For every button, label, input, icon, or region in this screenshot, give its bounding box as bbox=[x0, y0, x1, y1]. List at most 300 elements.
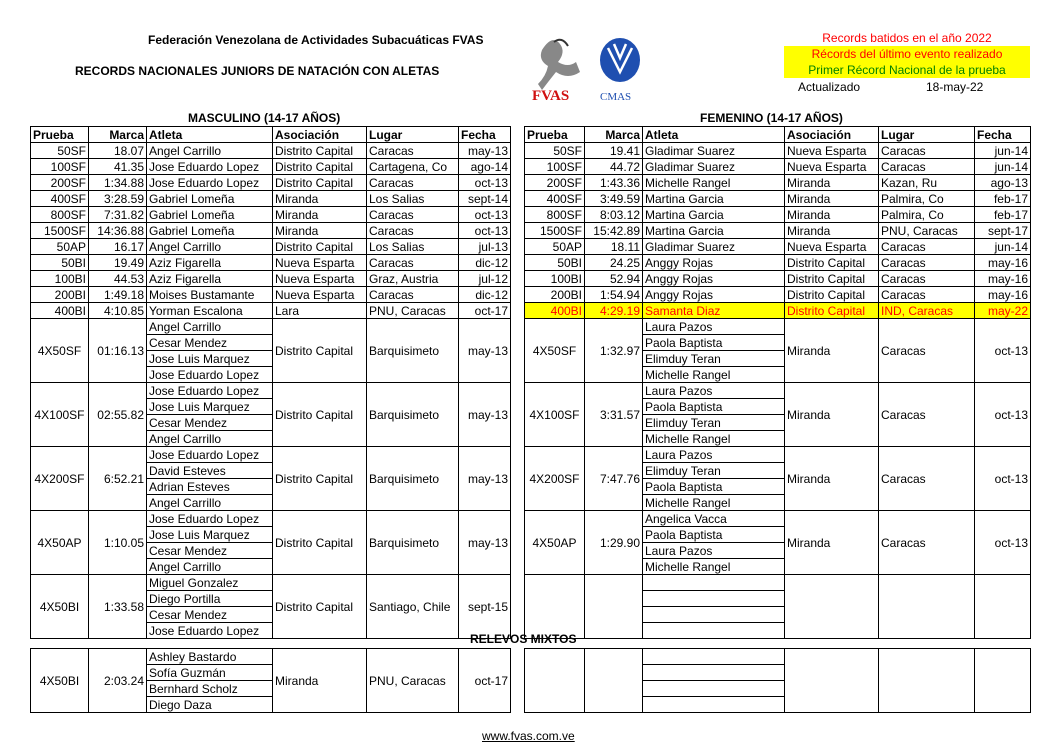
athlete-cell: Moises Bustamante bbox=[147, 287, 273, 303]
time-cell: 6:52.21 bbox=[89, 447, 147, 511]
table-row bbox=[31, 271, 511, 287]
legend-first-record: Primer Récord Nacional de la prueba bbox=[784, 62, 1030, 78]
federation-title: Federación Venezolana de Actividades Subacuáticas FVAS bbox=[148, 33, 484, 47]
venue-cell: Caracas bbox=[367, 255, 459, 271]
time-cell: 1:10.05 bbox=[89, 511, 147, 575]
venue-cell: Caracas bbox=[879, 383, 975, 447]
athlete-cell: Gabriel Lomeña bbox=[147, 191, 273, 207]
date-cell: may-16 bbox=[975, 271, 1031, 287]
venue-cell: Barquisimeto bbox=[367, 383, 459, 447]
relay-row bbox=[31, 511, 511, 527]
event-cell: 200SF bbox=[525, 175, 585, 191]
athlete-cell: Adrian Esteves bbox=[147, 479, 273, 495]
date-cell: may-22 bbox=[975, 303, 1031, 319]
event-cell: 400SF bbox=[31, 191, 89, 207]
association-cell: Nueva Esparta bbox=[785, 143, 879, 159]
association-cell: Distrito Capital bbox=[273, 319, 367, 383]
event-cell: 50SF bbox=[525, 143, 585, 159]
time-cell: 1:32.97 bbox=[585, 319, 643, 383]
venue-cell: Caracas bbox=[879, 255, 975, 271]
event-cell: 4X50SF bbox=[31, 319, 89, 383]
event-cell: 4X50SF bbox=[525, 319, 585, 383]
date-cell: oct-13 bbox=[975, 319, 1031, 383]
athlete-cell: Paola Baptista bbox=[643, 527, 785, 543]
athlete-cell bbox=[643, 607, 785, 623]
athlete-cell: Jose Eduardo Lopez bbox=[147, 511, 273, 527]
venue-cell: Palmira, Co bbox=[879, 207, 975, 223]
venue-cell: Los Salias bbox=[367, 239, 459, 255]
time-cell bbox=[585, 575, 643, 639]
relay-row bbox=[31, 575, 511, 591]
table-row bbox=[525, 207, 1031, 223]
venue-cell: Los Salias bbox=[367, 191, 459, 207]
table-row bbox=[525, 271, 1031, 287]
association-cell: Distrito Capital bbox=[273, 447, 367, 511]
updated-date: 18-may-22 bbox=[926, 80, 984, 94]
date-cell: may-16 bbox=[975, 255, 1031, 271]
event-cell: 4X100SF bbox=[31, 383, 89, 447]
athlete-cell: Aziz Figarella bbox=[147, 271, 273, 287]
event-cell: 50BI bbox=[31, 255, 89, 271]
time-cell: 24.25 bbox=[585, 255, 643, 271]
footer-link[interactable]: www.fvas.com.ve bbox=[482, 729, 575, 743]
athlete-cell: Martina Garcia bbox=[643, 223, 785, 239]
time-cell: 3:31.57 bbox=[585, 383, 643, 447]
time-cell: 1:33.58 bbox=[89, 575, 147, 639]
table-row bbox=[525, 255, 1031, 271]
athlete-cell: Michelle Rangel bbox=[643, 175, 785, 191]
association-cell: Miranda bbox=[273, 649, 367, 713]
event-cell: 100BI bbox=[31, 271, 89, 287]
athlete-cell: Ashley Bastardo bbox=[147, 649, 273, 665]
association-cell: Nueva Esparta bbox=[785, 239, 879, 255]
athlete-cell: Martina Garcia bbox=[643, 207, 785, 223]
col-asociacion: Asociación bbox=[785, 127, 879, 143]
date-cell: jun-14 bbox=[975, 239, 1031, 255]
venue-cell: Caracas bbox=[367, 223, 459, 239]
col-asociacion: Asociación bbox=[273, 127, 367, 143]
col-atleta: Atleta bbox=[147, 127, 273, 143]
table-row bbox=[31, 159, 511, 175]
date-cell: jul-12 bbox=[459, 271, 511, 287]
relay-row bbox=[525, 447, 1031, 463]
athlete-cell: Gabriel Lomeña bbox=[147, 223, 273, 239]
athlete-cell: Miguel Gonzalez bbox=[147, 575, 273, 591]
event-cell: 400BI bbox=[525, 303, 585, 319]
date-cell: oct-17 bbox=[459, 303, 511, 319]
event-cell: 4X50BI bbox=[31, 575, 89, 639]
time-cell: 01:16.13 bbox=[89, 319, 147, 383]
date-cell: dic-12 bbox=[459, 255, 511, 271]
table-row bbox=[31, 191, 511, 207]
athlete-cell: Angel Carrillo bbox=[147, 143, 273, 159]
venue-cell: Caracas bbox=[879, 271, 975, 287]
col-prueba: Prueba bbox=[525, 127, 585, 143]
time-cell: 14:36.88 bbox=[89, 223, 147, 239]
time-cell: 18.07 bbox=[89, 143, 147, 159]
venue-cell: Barquisimeto bbox=[367, 511, 459, 575]
athlete-cell: Aziz Figarella bbox=[147, 255, 273, 271]
event-cell: 400SF bbox=[525, 191, 585, 207]
table-row bbox=[525, 143, 1031, 159]
date-cell: may-13 bbox=[459, 143, 511, 159]
fvas-logo-text: FVAS bbox=[532, 88, 570, 102]
athlete-cell bbox=[643, 623, 785, 639]
athlete-cell bbox=[643, 697, 785, 713]
association-cell bbox=[785, 575, 879, 639]
relay-row bbox=[31, 447, 511, 463]
athlete-cell: Gladimar Suarez bbox=[643, 159, 785, 175]
male-section-title: MASCULINO (14-17 AÑOS) bbox=[188, 111, 341, 125]
table-row bbox=[31, 223, 511, 239]
table-row bbox=[31, 175, 511, 191]
athlete-cell: Samanta Diaz bbox=[643, 303, 785, 319]
date-cell: sept-17 bbox=[975, 223, 1031, 239]
col-marca: Marca bbox=[585, 127, 643, 143]
date-cell: may-13 bbox=[459, 383, 511, 447]
date-cell: may-13 bbox=[459, 319, 511, 383]
athlete-cell: Angel Carrillo bbox=[147, 239, 273, 255]
cmas-logo-text: CMAS bbox=[600, 91, 632, 102]
association-cell: Miranda bbox=[785, 191, 879, 207]
athlete-cell: Laura Pazos bbox=[643, 319, 785, 335]
col-fecha: Fecha bbox=[975, 127, 1031, 143]
venue-cell: Barquisimeto bbox=[367, 447, 459, 511]
time-cell: 4:29.19 bbox=[585, 303, 643, 319]
female-records-table bbox=[524, 126, 1031, 639]
event-cell: 4X100SF bbox=[525, 383, 585, 447]
association-cell: Distrito Capital bbox=[785, 271, 879, 287]
venue-cell: Caracas bbox=[367, 175, 459, 191]
time-cell: 18.11 bbox=[585, 239, 643, 255]
association-cell: Miranda bbox=[785, 175, 879, 191]
athlete-cell: Diego Portilla bbox=[147, 591, 273, 607]
athlete-cell: Angel Carrillo bbox=[147, 431, 273, 447]
relay-row bbox=[525, 575, 1031, 591]
mixed-relay-table-female bbox=[524, 648, 1031, 713]
table-header-row bbox=[31, 127, 511, 143]
time-cell bbox=[585, 649, 643, 713]
athlete-cell: Anggy Rojas bbox=[643, 255, 785, 271]
athlete-cell: Elimduy Teran bbox=[643, 415, 785, 431]
time-cell: 1:54.94 bbox=[585, 287, 643, 303]
venue-cell: Caracas bbox=[367, 287, 459, 303]
athlete-cell: Paola Baptista bbox=[643, 479, 785, 495]
association-cell: Nueva Esparta bbox=[785, 159, 879, 175]
athlete-cell: Anggy Rojas bbox=[643, 271, 785, 287]
athlete-cell: Michelle Rangel bbox=[643, 559, 785, 575]
date-cell: oct-17 bbox=[459, 649, 511, 713]
relay-row bbox=[525, 319, 1031, 335]
relay-row bbox=[31, 383, 511, 399]
event-cell: 800SF bbox=[525, 207, 585, 223]
athlete-cell: Michelle Rangel bbox=[643, 367, 785, 383]
athlete-cell: Elimduy Teran bbox=[643, 351, 785, 367]
date-cell: oct-13 bbox=[459, 223, 511, 239]
event-cell: 1500SF bbox=[525, 223, 585, 239]
relay-row bbox=[525, 383, 1031, 399]
association-cell: Distrito Capital bbox=[785, 255, 879, 271]
venue-cell: PNU, Caracas bbox=[367, 649, 459, 713]
athlete-cell bbox=[643, 591, 785, 607]
time-cell: 52.94 bbox=[585, 271, 643, 287]
time-cell: 15:42.89 bbox=[585, 223, 643, 239]
mixed-relay-title: RELEVOS MIXTOS bbox=[470, 632, 577, 646]
association-cell: Distrito Capital bbox=[273, 511, 367, 575]
venue-cell: Graz, Austria bbox=[367, 271, 459, 287]
date-cell: oct-13 bbox=[975, 383, 1031, 447]
association-cell: Nueva Esparta bbox=[273, 255, 367, 271]
athlete-cell: Laura Pazos bbox=[643, 383, 785, 399]
athlete-cell: David Esteves bbox=[147, 463, 273, 479]
table-row bbox=[31, 239, 511, 255]
time-cell: 1:43.36 bbox=[585, 175, 643, 191]
relay-row bbox=[525, 511, 1031, 527]
athlete-cell: Martina Garcia bbox=[643, 191, 785, 207]
col-atleta: Atleta bbox=[643, 127, 785, 143]
col-prueba: Prueba bbox=[31, 127, 89, 143]
association-cell: Nueva Esparta bbox=[273, 271, 367, 287]
athlete-cell bbox=[643, 681, 785, 697]
association-cell: Miranda bbox=[785, 223, 879, 239]
association-cell: Lara bbox=[273, 303, 367, 319]
athlete-cell: Gladimar Suarez bbox=[643, 239, 785, 255]
col-marca: Marca bbox=[89, 127, 147, 143]
athlete-cell: Jose Eduardo Lopez bbox=[147, 159, 273, 175]
table-row bbox=[525, 287, 1031, 303]
venue-cell: Caracas bbox=[879, 239, 975, 255]
table-row bbox=[525, 191, 1031, 207]
mixed-relay-table-male bbox=[30, 648, 511, 713]
venue-cell: Caracas bbox=[367, 207, 459, 223]
updated-label: Actualizado bbox=[798, 80, 861, 94]
time-cell: 4:10.85 bbox=[89, 303, 147, 319]
time-cell: 3:28.59 bbox=[89, 191, 147, 207]
athlete-cell: Angel Carrillo bbox=[147, 559, 273, 575]
athlete-cell: Laura Pazos bbox=[643, 543, 785, 559]
event-cell: 800SF bbox=[31, 207, 89, 223]
legend-last-event: Récords del último evento realizado bbox=[784, 46, 1030, 62]
col-lugar: Lugar bbox=[367, 127, 459, 143]
venue-cell: Caracas bbox=[879, 143, 975, 159]
event-cell: 4X50BI bbox=[31, 649, 89, 713]
time-cell: 1:29.90 bbox=[585, 511, 643, 575]
date-cell: oct-13 bbox=[459, 175, 511, 191]
time-cell: 16.17 bbox=[89, 239, 147, 255]
table-row bbox=[525, 223, 1031, 239]
venue-cell: Caracas bbox=[879, 287, 975, 303]
date-cell: feb-17 bbox=[975, 191, 1031, 207]
event-cell bbox=[525, 649, 585, 713]
athlete-cell: Anggy Rojas bbox=[643, 287, 785, 303]
time-cell: 44.53 bbox=[89, 271, 147, 287]
association-cell: Miranda bbox=[785, 511, 879, 575]
athlete-cell: Cesar Mendez bbox=[147, 335, 273, 351]
association-cell: Miranda bbox=[273, 223, 367, 239]
venue-cell: Caracas bbox=[879, 319, 975, 383]
time-cell: 02:55.82 bbox=[89, 383, 147, 447]
date-cell: jul-13 bbox=[459, 239, 511, 255]
venue-cell: Palmira, Co bbox=[879, 191, 975, 207]
time-cell: 19.41 bbox=[585, 143, 643, 159]
venue-cell: Caracas bbox=[879, 511, 975, 575]
relay-row bbox=[31, 649, 511, 665]
event-cell: 100BI bbox=[525, 271, 585, 287]
athlete-cell: Sofía Guzmán bbox=[147, 665, 273, 681]
venue-cell bbox=[879, 649, 975, 713]
venue-cell: PNU, Caracas bbox=[879, 223, 975, 239]
athlete-cell: Angelica Vacca bbox=[643, 511, 785, 527]
association-cell: Nueva Esparta bbox=[273, 287, 367, 303]
athlete-cell: Gladimar Suarez bbox=[643, 143, 785, 159]
male-records-table bbox=[30, 126, 511, 639]
athlete-cell: Jose Eduardo Lopez bbox=[147, 623, 273, 639]
time-cell: 7:47.76 bbox=[585, 447, 643, 511]
athlete-cell: Michelle Rangel bbox=[643, 431, 785, 447]
event-cell: 50AP bbox=[31, 239, 89, 255]
fvas-cmas-logo bbox=[528, 32, 648, 102]
association-cell: Distrito Capital bbox=[273, 143, 367, 159]
date-cell: ago-14 bbox=[459, 159, 511, 175]
date-cell: may-13 bbox=[459, 511, 511, 575]
association-cell: Distrito Capital bbox=[273, 383, 367, 447]
athlete-cell: Jose Eduardo Lopez bbox=[147, 447, 273, 463]
time-cell: 3:49.59 bbox=[585, 191, 643, 207]
legend-records-2022: Records batidos en el año 2022 bbox=[822, 31, 992, 45]
date-cell bbox=[975, 575, 1031, 639]
table-row bbox=[31, 255, 511, 271]
athlete-cell: Diego Daza bbox=[147, 697, 273, 713]
table-row bbox=[31, 287, 511, 303]
athlete-cell: Bernhard Scholz bbox=[147, 681, 273, 697]
relay-row bbox=[31, 319, 511, 335]
venue-cell: Barquisimeto bbox=[367, 319, 459, 383]
athlete-cell: Elimduy Teran bbox=[643, 463, 785, 479]
time-cell: 8:03.12 bbox=[585, 207, 643, 223]
venue-cell: IND, Caracas bbox=[879, 303, 975, 319]
time-cell: 2:03.24 bbox=[89, 649, 147, 713]
association-cell: Distrito Capital bbox=[785, 303, 879, 319]
athlete-cell: Gabriel Lomeña bbox=[147, 207, 273, 223]
association-cell: Miranda bbox=[785, 447, 879, 511]
association-cell: Distrito Capital bbox=[785, 287, 879, 303]
table-row bbox=[31, 207, 511, 223]
logo bbox=[528, 32, 648, 107]
time-cell: 1:34.88 bbox=[89, 175, 147, 191]
athlete-cell: Jose Luis Marquez bbox=[147, 527, 273, 543]
event-cell: 50SF bbox=[31, 143, 89, 159]
association-cell: Miranda bbox=[273, 191, 367, 207]
event-cell: 50AP bbox=[525, 239, 585, 255]
athlete-cell: Cesar Mendez bbox=[147, 543, 273, 559]
association-cell: Miranda bbox=[785, 319, 879, 383]
athlete-cell: Jose Eduardo Lopez bbox=[147, 367, 273, 383]
date-cell: oct-13 bbox=[459, 207, 511, 223]
athlete-cell bbox=[643, 649, 785, 665]
event-cell: 200BI bbox=[525, 287, 585, 303]
venue-cell bbox=[879, 575, 975, 639]
association-cell: Distrito Capital bbox=[273, 239, 367, 255]
athlete-cell: Laura Pazos bbox=[643, 447, 785, 463]
table-row bbox=[525, 239, 1031, 255]
date-cell: ago-13 bbox=[975, 175, 1031, 191]
athlete-cell: Jose Luis Marquez bbox=[147, 351, 273, 367]
association-cell: Miranda bbox=[785, 383, 879, 447]
date-cell: jun-14 bbox=[975, 143, 1031, 159]
event-cell: 4X200SF bbox=[31, 447, 89, 511]
athlete-cell: Cesar Mendez bbox=[147, 415, 273, 431]
time-cell: 44.72 bbox=[585, 159, 643, 175]
venue-cell: PNU, Caracas bbox=[367, 303, 459, 319]
table-row bbox=[525, 303, 1031, 319]
athlete-cell bbox=[643, 575, 785, 591]
association-cell: Distrito Capital bbox=[273, 159, 367, 175]
col-lugar: Lugar bbox=[879, 127, 975, 143]
association-cell: Miranda bbox=[273, 207, 367, 223]
relay-row bbox=[525, 649, 1031, 665]
event-cell: 4X200SF bbox=[525, 447, 585, 511]
event-cell: 100SF bbox=[525, 159, 585, 175]
date-cell: may-16 bbox=[975, 287, 1031, 303]
date-cell: oct-13 bbox=[975, 511, 1031, 575]
athlete-cell: Jose Eduardo Lopez bbox=[147, 175, 273, 191]
association-cell bbox=[785, 649, 879, 713]
legend bbox=[784, 30, 1030, 78]
athlete-cell bbox=[643, 665, 785, 681]
date-cell: dic-12 bbox=[459, 287, 511, 303]
athlete-cell: Yorman Escalona bbox=[147, 303, 273, 319]
venue-cell: Cartagena, Co bbox=[367, 159, 459, 175]
venue-cell: Caracas bbox=[879, 159, 975, 175]
athlete-cell: Angel Carrillo bbox=[147, 495, 273, 511]
event-cell: 200BI bbox=[31, 287, 89, 303]
athlete-cell: Jose Eduardo Lopez bbox=[147, 383, 273, 399]
event-cell: 1500SF bbox=[31, 223, 89, 239]
event-cell bbox=[525, 575, 585, 639]
table-row bbox=[31, 143, 511, 159]
athlete-cell: Paola Baptista bbox=[643, 335, 785, 351]
venue-cell: Caracas bbox=[879, 447, 975, 511]
time-cell: 41.35 bbox=[89, 159, 147, 175]
date-cell: oct-13 bbox=[975, 447, 1031, 511]
event-cell: 400BI bbox=[31, 303, 89, 319]
table-row bbox=[525, 175, 1031, 191]
date-cell: sept-15 bbox=[459, 575, 511, 639]
date-cell bbox=[975, 649, 1031, 713]
event-cell: 200SF bbox=[31, 175, 89, 191]
event-cell: 4X50AP bbox=[525, 511, 585, 575]
time-cell: 19.49 bbox=[89, 255, 147, 271]
venue-cell: Kazan, Ru bbox=[879, 175, 975, 191]
table-row bbox=[525, 159, 1031, 175]
athlete-cell: Jose Luis Marquez bbox=[147, 399, 273, 415]
female-section-title: FEMENINO (14-17 AÑOS) bbox=[700, 111, 843, 125]
athlete-cell: Paola Baptista bbox=[643, 399, 785, 415]
athlete-cell: Angel Carrillo bbox=[147, 319, 273, 335]
date-cell: may-13 bbox=[459, 447, 511, 511]
venue-cell: Caracas bbox=[367, 143, 459, 159]
athlete-cell: Michelle Rangel bbox=[643, 495, 785, 511]
association-cell: Distrito Capital bbox=[273, 175, 367, 191]
event-cell: 100SF bbox=[31, 159, 89, 175]
time-cell: 7:31.82 bbox=[89, 207, 147, 223]
athlete-cell: Cesar Mendez bbox=[147, 607, 273, 623]
col-fecha: Fecha bbox=[459, 127, 511, 143]
time-cell: 1:49.18 bbox=[89, 287, 147, 303]
event-cell: 50BI bbox=[525, 255, 585, 271]
association-cell: Distrito Capital bbox=[273, 575, 367, 639]
date-cell: sept-14 bbox=[459, 191, 511, 207]
